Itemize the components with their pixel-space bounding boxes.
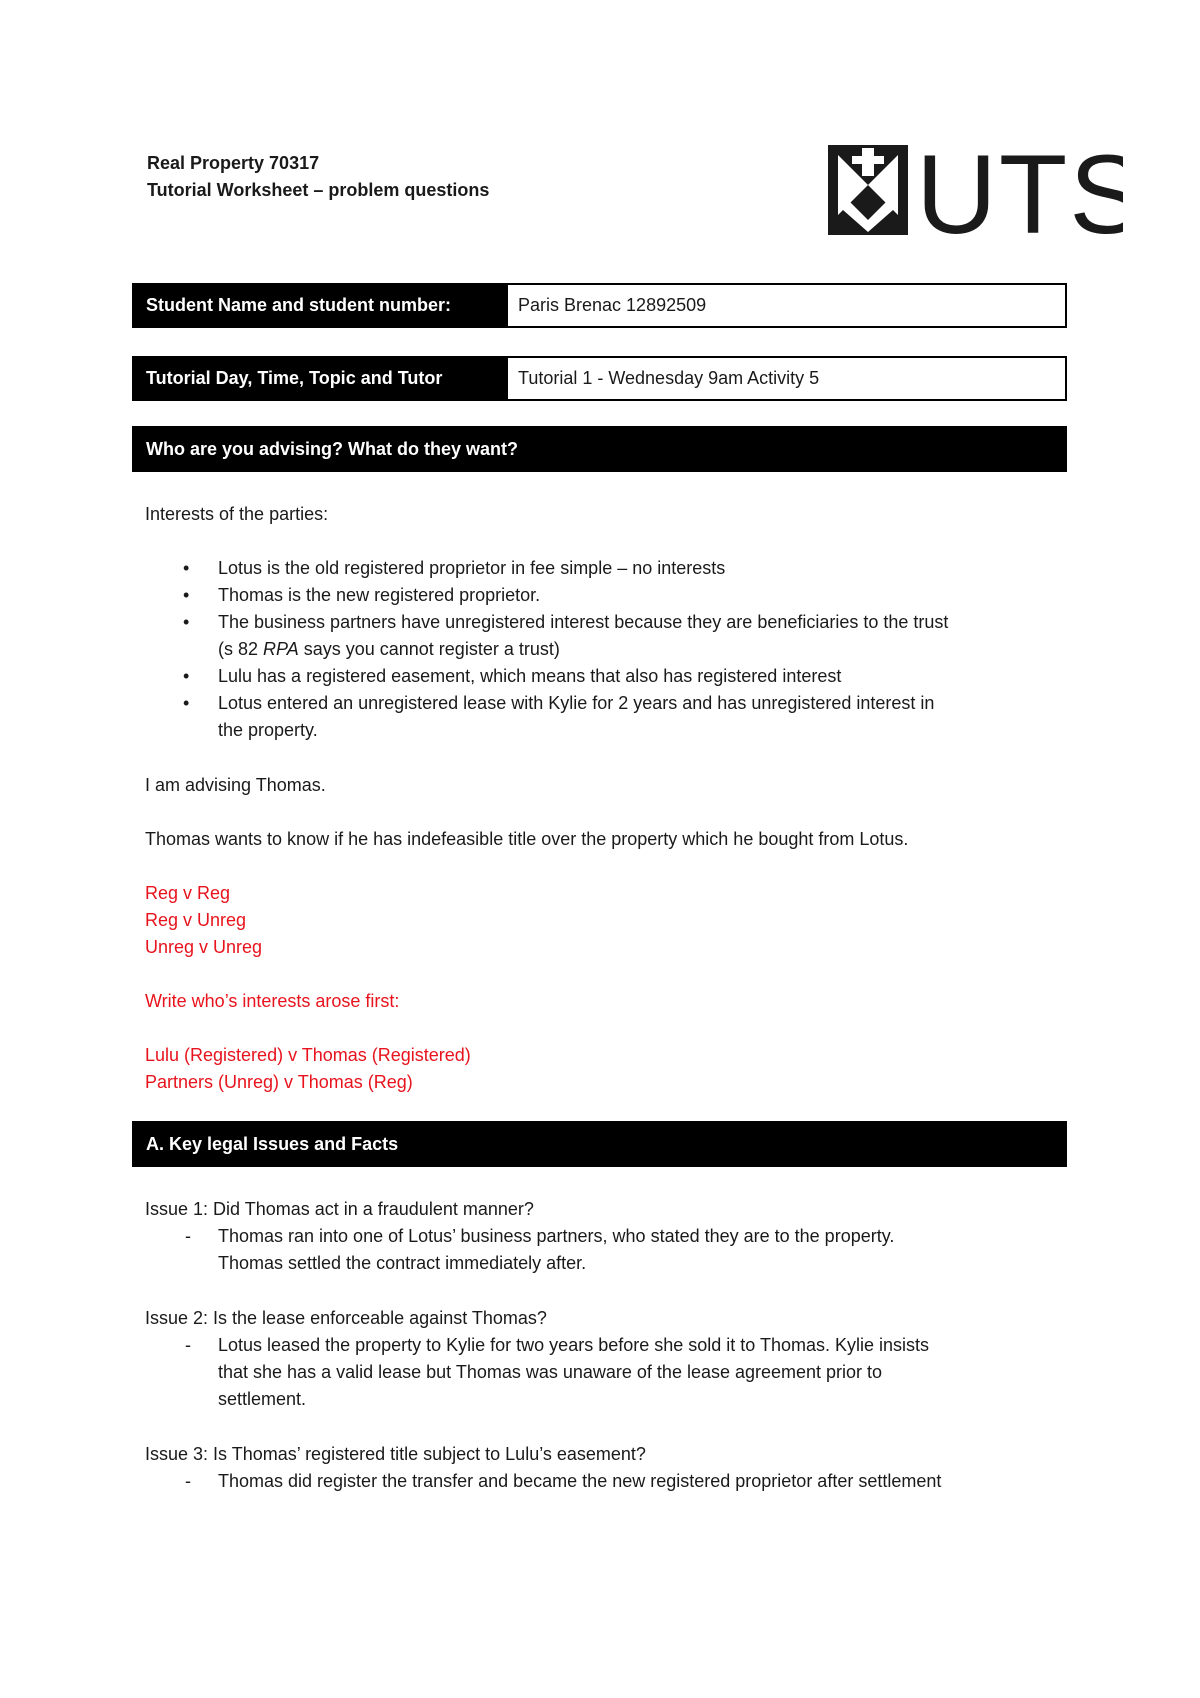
red-line: Reg v Reg: [145, 883, 231, 903]
tutorial-value: Tutorial 1 - Wednesday 9am Activity 5: [506, 356, 1067, 401]
list-item: • The business partners have unregistered interest because they are beneficiaries to the trust: [145, 609, 1065, 636]
list-item-continuation: the property.: [218, 720, 318, 740]
issue-block: [145, 1305, 1065, 1413]
issue-title: Issue 3: Is Thomas’ registered title subject to Lulu’s easement?: [145, 1444, 646, 1464]
red-write-prompt: Write who’s interests arose first:: [145, 991, 400, 1011]
red-line: Partners (Unreg) v Thomas (Reg): [145, 1072, 413, 1092]
document-header: [147, 150, 489, 204]
issue-title: Issue 1: Did Thomas act in a fraudulent manner?: [145, 1199, 534, 1219]
red-comparisons: [145, 880, 1065, 961]
list-item: • Lotus is the old registered proprietor in fee simple – no interests: [145, 555, 1065, 582]
client-wants: Thomas wants to know if he has indefeasible title over the property which he bought from Lotus.: [145, 829, 909, 849]
issue-fact: - Lotus leased the property to Kylie for two years before she sold it to Thomas. Kylie insists: [145, 1332, 1065, 1359]
tutorial-label: Tutorial Day, Time, Topic and Tutor: [132, 356, 506, 401]
issue-fact: - Thomas ran into one of Lotus’ business partners, who stated they are to the property.: [145, 1223, 1065, 1250]
list-item: • Lotus entered an unregistered lease with Kylie for 2 years and has unregistered interest in: [145, 690, 1065, 717]
issue-fact: - Thomas did register the transfer and became the new registered proprietor after settlement: [145, 1468, 1065, 1495]
interests-intro: Interests of the parties:: [145, 504, 329, 524]
interests-list: [145, 555, 1065, 744]
issue-fact-continuation: Thomas settled the contract immediately after.: [218, 1253, 587, 1273]
course-title: Real Property 70317: [147, 153, 320, 173]
student-row: [132, 283, 1067, 328]
red-priority-pairs: [145, 1042, 1065, 1096]
section-heading-advising: Who are you advising? What do they want?: [132, 426, 1067, 472]
tutorial-row: [132, 356, 1067, 401]
red-line: Reg v Unreg: [145, 910, 247, 930]
issue-fact-continuation: that she has a valid lease but Thomas was unaware of the lease agreement prior to: [218, 1362, 883, 1382]
red-line: Unreg v Unreg: [145, 937, 263, 957]
red-line: Lulu (Registered) v Thomas (Registered): [145, 1045, 471, 1065]
list-item: • Lulu has a registered easement, which means that also has registered interest: [145, 663, 1065, 690]
issue-fact-continuation: settlement.: [218, 1389, 307, 1409]
rpa-italic: RPA: [263, 639, 299, 659]
issue-block: [145, 1196, 1065, 1277]
advising-statement: I am advising Thomas.: [145, 775, 326, 795]
student-label: Student Name and student number:: [132, 283, 506, 328]
worksheet-subtitle: Tutorial Worksheet – problem questions: [147, 180, 490, 200]
uts-logo-icon: [828, 140, 1123, 240]
list-item: • Thomas is the new registered proprietor.: [145, 582, 1065, 609]
logo-wordmark: UTS: [916, 140, 1123, 240]
section-heading-issues: A. Key legal Issues and Facts: [132, 1121, 1067, 1167]
uts-logo: [828, 140, 1123, 245]
issue-title: Issue 2: Is the lease enforceable against Thomas?: [145, 1308, 547, 1328]
student-value: Paris Brenac 12892509: [506, 283, 1067, 328]
list-item-continuation: (s 82 RPA says you cannot register a trust): [218, 639, 560, 659]
issue-block: [145, 1441, 1065, 1495]
